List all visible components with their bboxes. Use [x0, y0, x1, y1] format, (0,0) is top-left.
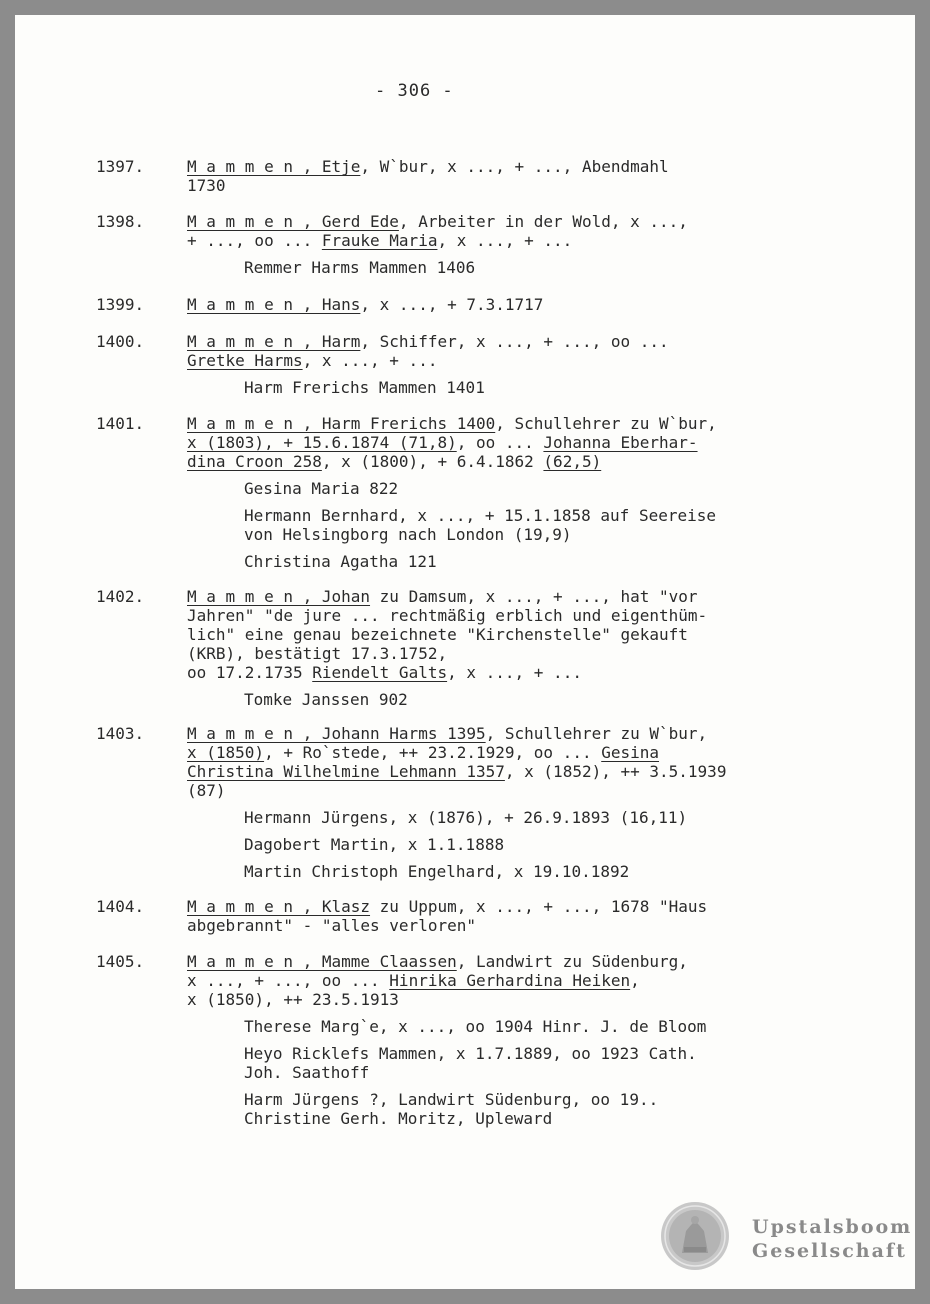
- person-name: M a m m e n , Johan: [187, 587, 371, 606]
- underlined-text: Christina Wilhelmine Lehmann 1357: [187, 762, 505, 781]
- child-entry: Martin Christoph Engelhard, x 19.10.1892: [244, 862, 630, 881]
- text-segment: , W`bur, x ..., + ..., Abendmahl: [360, 157, 669, 176]
- entry-number: 1405.: [96, 952, 145, 971]
- entry-text-line: [187, 231, 572, 250]
- entry-number: 1403.: [96, 724, 145, 743]
- entry-text-line: [187, 351, 437, 370]
- text-segment: , Arbeiter in der Wold, x ...,: [398, 212, 688, 231]
- text-segment: x ..., + ..., oo ...: [187, 971, 390, 990]
- underlined-text: dina Croon 258: [187, 452, 322, 471]
- text-segment: Jahren" "de jure ... rechtmäßig erblich und eigenthüm-: [187, 606, 708, 625]
- entry-text-line: [187, 212, 688, 231]
- person-name: M a m m e n , Mamme Claassen: [187, 952, 457, 971]
- entry-text-line: [187, 176, 226, 195]
- underlined-text: x (1850): [187, 743, 265, 762]
- person-name: M a m m e n , Hans: [187, 295, 361, 314]
- child-entry: Hermann Jürgens, x (1876), + 26.9.1893 (16,11): [244, 808, 688, 827]
- entry-text-line: [187, 781, 226, 800]
- entry-text-line: [187, 452, 601, 471]
- text-segment: x (1850), ++ 23.5.1913: [187, 990, 399, 1009]
- entry-text-line: [187, 644, 447, 663]
- child-entry: Tomke Janssen 902: [244, 690, 408, 709]
- text-segment: , oo ...: [456, 433, 544, 452]
- underlined-text: Riendelt Galts: [312, 663, 448, 682]
- text-segment: 1730: [187, 176, 226, 195]
- person-name: M a m m e n , Etje: [187, 157, 361, 176]
- society-name-line-1: Upstalsboom: [752, 1216, 913, 1238]
- entry-number: 1400.: [96, 332, 145, 351]
- person-name: M a m m e n , Klasz: [187, 897, 371, 916]
- entry-number: 1401.: [96, 414, 145, 433]
- text-segment: , x ..., + ...: [302, 351, 438, 370]
- child-entry: Harm Frerichs Mammen 1401: [244, 378, 485, 397]
- text-segment: , x ..., + ...: [447, 663, 582, 682]
- text-segment: , Landwirt zu Südenburg,: [456, 952, 688, 971]
- entry-text-line: [187, 663, 582, 682]
- text-segment: abgebrannt" - "alles verloren": [187, 916, 476, 935]
- person-name: M a m m e n , Harm: [187, 332, 361, 351]
- underlined-text: Johanna Eberhar-: [543, 433, 698, 452]
- underlined-text: Hinrika Gerhardina Heiken: [389, 971, 631, 990]
- text-segment: + ..., oo ...: [187, 231, 322, 250]
- society-name: [752, 1215, 912, 1263]
- text-segment: ,: [630, 971, 640, 990]
- entry-text-line: [187, 762, 726, 781]
- person-name: M a m m e n , Gerd Ede: [187, 212, 399, 231]
- entry-text-line: [187, 587, 698, 606]
- text-segment: , x (1852), ++ 3.5.1939: [504, 762, 727, 781]
- entry-number: 1397.: [96, 157, 145, 176]
- entry-number: 1399.: [96, 295, 145, 314]
- society-seal-icon: [660, 1201, 730, 1271]
- entry-text-line: [187, 743, 659, 762]
- entry-text-line: [187, 414, 717, 433]
- page-number: - 306 -: [375, 81, 454, 101]
- child-entry: Christina Agatha 121: [244, 552, 437, 571]
- child-entry: Harm Jürgens ?, Landwirt Südenburg, oo 19.. Christine Gerh. Moritz, Upleward: [244, 1090, 659, 1128]
- entry-text-line: [187, 916, 476, 935]
- underlined-text: Gretke Harms: [187, 351, 303, 370]
- text-segment: zu Uppum, x ..., + ..., 1678 "Haus: [370, 897, 708, 916]
- entry-text-line: [187, 990, 399, 1009]
- child-entry: Heyo Ricklefs Mammen, x 1.7.1889, oo 1923 Cath. Joh. Saathoff: [244, 1044, 697, 1082]
- underlined-text: Frauke Maria: [321, 231, 438, 250]
- underlined-text: Gesina: [601, 743, 660, 762]
- child-entry: Gesina Maria 822: [244, 479, 399, 498]
- text-segment: , Schiffer, x ..., + ..., oo ...: [360, 332, 669, 351]
- society-name-line-2: Gesellschaft: [752, 1240, 907, 1262]
- text-segment: oo 17.2.1735: [187, 663, 313, 682]
- underlined-text: x (1803), + 15.6.1874 (71,8): [187, 433, 457, 452]
- entry-text-line: [187, 724, 707, 743]
- text-segment: , Schullehrer zu W`bur,: [485, 724, 708, 743]
- child-entry: Hermann Bernhard, x ..., + 15.1.1858 auf Seereise von Helsingborg nach London (19,9): [244, 506, 717, 544]
- entry-text-line: [187, 952, 688, 971]
- underlined-text: (62,5): [543, 452, 602, 471]
- entry-text-line: [187, 625, 688, 644]
- entry-number: 1404.: [96, 897, 145, 916]
- entry-number: 1402.: [96, 587, 145, 606]
- entry-text-line: [187, 157, 669, 176]
- entry-text-line: [187, 897, 707, 916]
- child-entry: Remmer Harms Mammen 1406: [244, 258, 476, 277]
- entry-number: 1398.: [96, 212, 145, 231]
- person-name: M a m m e n , Harm Frerichs 1400: [187, 414, 496, 433]
- entry-text-line: [187, 295, 543, 314]
- text-segment: (KRB), bestätigt 17.3.1752,: [187, 644, 448, 663]
- child-entry: Dagobert Martin, x 1.1.1888: [244, 835, 505, 854]
- text-segment: , x ..., + 7.3.1717: [360, 295, 544, 314]
- text-segment: , x (1800), + 6.4.1862: [321, 452, 544, 471]
- text-segment: zu Damsum, x ..., + ..., hat "vor: [370, 587, 698, 606]
- entry-text-line: [187, 433, 698, 452]
- person-name: M a m m e n , Johann Harms 1395: [187, 724, 486, 743]
- text-segment: , Schullehrer zu W`bur,: [495, 414, 717, 433]
- entry-text-line: [187, 606, 707, 625]
- document-page: [15, 15, 915, 1289]
- text-segment: lich" eine genau bezeichnete "Kirchenstelle" gekauft: [187, 625, 688, 644]
- text-segment: , + Ro`stede, ++ 23.2.1929, oo ...: [264, 743, 602, 762]
- text-segment: (87): [187, 781, 226, 800]
- child-entry: Therese Marg`e, x ..., oo 1904 Hinr. J. de Bloom: [244, 1017, 707, 1036]
- entry-text-line: [187, 971, 640, 990]
- text-segment: , x ..., + ...: [437, 231, 573, 250]
- entry-text-line: [187, 332, 669, 351]
